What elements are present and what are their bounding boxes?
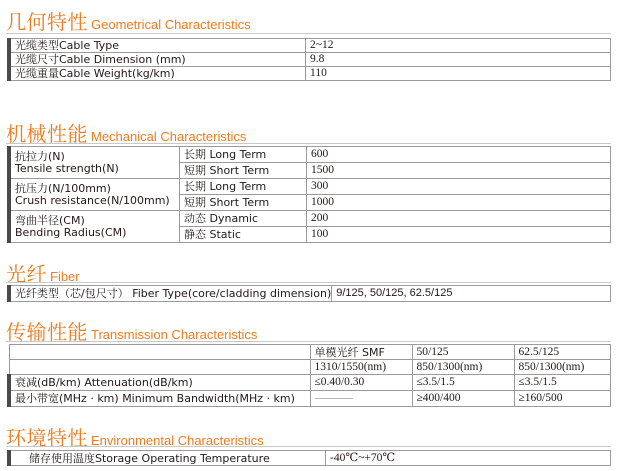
crush-label-cn: 抗压力(N/100mm)	[15, 181, 111, 195]
table-row	[9, 360, 611, 375]
table-row	[9, 211, 611, 227]
header-50-125: 50/125	[412, 345, 514, 360]
cable-dimension-value: 9.8	[306, 53, 611, 67]
bending-dynamic-term: 动态 Dynamic	[180, 211, 307, 227]
crush-short-term: 短期 Short Term	[180, 195, 307, 211]
tensile-long-term: 长期 Long Term	[180, 147, 307, 163]
fiber-title-en: Fiber	[50, 269, 80, 284]
fiber-divider	[6, 282, 611, 283]
table-row	[9, 53, 611, 67]
table-row	[9, 39, 611, 53]
table-row	[9, 286, 611, 302]
table-row	[9, 345, 611, 360]
table-row	[9, 391, 611, 407]
environmental-title-en: Environmental Characteristics	[91, 433, 264, 448]
environmental-divider	[6, 446, 611, 447]
tensile-label-en: Tensile strength(N)	[15, 161, 119, 175]
bending-static-term: 静态 Static	[180, 227, 307, 243]
fiber-type-label: 光纤类型（芯/包尺寸） Fiber Type(core/cladding dimension)	[9, 286, 332, 302]
mechanical-divider	[6, 143, 611, 144]
cable-weight-label: 光缆重量Cable Weight(kg/km)	[9, 67, 306, 81]
tensile-long-value: 600	[307, 147, 611, 163]
crush-long-term: 长期 Long Term	[180, 179, 307, 195]
crush-long-value: 300	[307, 179, 611, 195]
header-smf: 单模光纤 SMF	[310, 345, 412, 360]
crush-label-en: Crush resistance(N/100mm)	[15, 193, 170, 207]
mechanical-title-en: Mechanical Characteristics	[91, 129, 247, 144]
bandwidth-label: 最小带宽(MHz · km) Minimum Bandwidth(MHz · km)	[9, 391, 310, 407]
geometric-title-cn: 几何特性	[6, 10, 88, 34]
header-62-5-125: 62.5/125	[514, 345, 611, 360]
table-row	[9, 147, 611, 163]
transmission-title-cn: 传输性能	[6, 320, 88, 344]
geometric-title-en: Geometrical Characteristics	[91, 17, 251, 32]
environmental-table	[7, 450, 611, 466]
crush-label	[9, 179, 180, 211]
environmental-title-cn: 环境特性	[6, 426, 88, 450]
fiber-type-value: 9/125, 50/125, 62.5/125	[332, 286, 611, 302]
fiber-table	[7, 285, 611, 302]
transmission-title-en: Transmission Characteristics	[91, 327, 258, 342]
table-row	[9, 375, 611, 391]
bandwidth-smf: ···················	[310, 391, 412, 407]
wavelength-62-5-125: 850/1300(nm)	[514, 360, 611, 375]
attenuation-50-125: ≤3.5/1.5	[412, 375, 514, 391]
transmission-header-empty	[9, 345, 310, 360]
bending-label-cn: 弯曲半径(CM)	[15, 213, 85, 227]
bending-label	[9, 211, 180, 243]
attenuation-62-5-125: ≤3.5/1.5	[514, 375, 611, 391]
cable-weight-value: 110	[306, 67, 611, 81]
table-row	[9, 179, 611, 195]
geometric-divider	[6, 33, 611, 34]
storage-temp-value: -40℃~+70℃	[326, 451, 611, 466]
bending-label-en: Bending Radius(CM)	[15, 225, 127, 239]
bandwidth-50-125: ≥400/400	[412, 391, 514, 407]
storage-temp-label: 储存使用温度Storage Operating Temperature	[9, 451, 326, 466]
mechanical-table	[7, 146, 611, 243]
geometric-table	[7, 38, 611, 81]
transmission-table	[7, 344, 611, 407]
tensile-short-value: 1500	[307, 163, 611, 179]
transmission-divider	[6, 341, 611, 342]
wavelength-smf: 1310/1550(nm)	[310, 360, 412, 375]
cable-type-value: 2~12	[306, 39, 611, 53]
bending-dynamic-value: 200	[307, 211, 611, 227]
geometric-heading	[6, 6, 251, 35]
bending-static-value: 100	[307, 227, 611, 243]
wavelength-row-empty	[9, 360, 310, 375]
tensile-short-term: 短期 Short Term	[180, 163, 307, 179]
attenuation-label: 衰减(dB/km) Attenuation(dB/km)	[9, 375, 310, 391]
bandwidth-62-5-125: ≥160/500	[514, 391, 611, 407]
table-row	[9, 451, 611, 466]
tensile-label	[9, 147, 180, 179]
crush-short-value: 1000	[307, 195, 611, 211]
cable-dimension-label: 光缆尺寸Cable Dimension (mm)	[9, 53, 306, 67]
mechanical-title-cn: 机械性能	[6, 122, 88, 146]
fiber-title-cn: 光纤	[6, 262, 47, 286]
cable-type-label: 光缆类型Cable Type	[9, 39, 306, 53]
wavelength-50-125: 850/1300(nm)	[412, 360, 514, 375]
attenuation-smf: ≤0.40/0.30	[310, 375, 412, 391]
tensile-label-cn: 抗拉力(N)	[15, 149, 65, 163]
table-row	[9, 67, 611, 81]
